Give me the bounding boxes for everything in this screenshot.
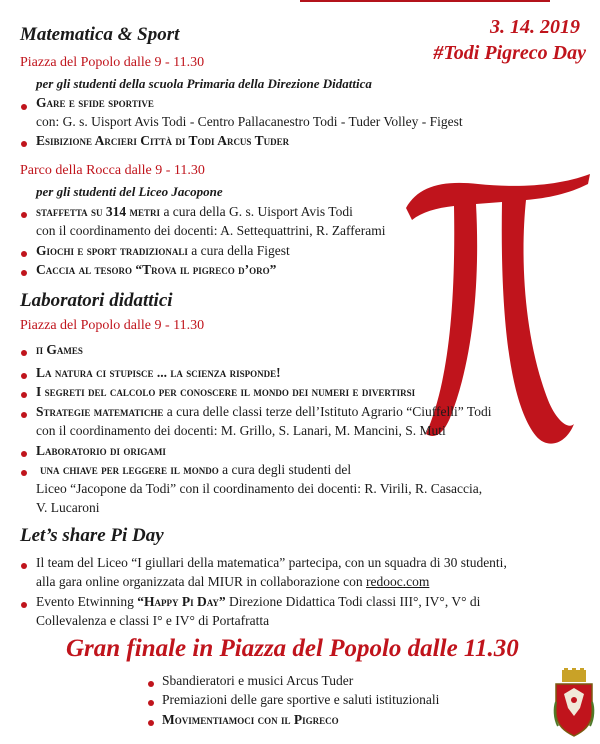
item-chiave: una chiave per leggere il mondo a cura degli studenti del (40, 462, 352, 477)
item-staffetta: staffetta su 314 metri a cura della G. s. Uisport Avis Todi (36, 204, 353, 219)
bullet-icon (148, 720, 154, 726)
event-date: 3. 14. 2019 (490, 16, 580, 38)
audience-primaria: per gli studenti della scuola Primaria della Direzione Didattica (36, 76, 372, 91)
finale-item-movimentiamoci: Movimentiamoci con il Pigreco (162, 712, 339, 727)
section-title-labs: Laboratori didattici (20, 290, 173, 311)
item-gare-sfide: Gare e sfide sportive (36, 95, 154, 110)
section-title-share: Let’s share Pi Day (20, 525, 164, 546)
item-natura: La natura ci stupisce ... la scienza risponde! (36, 365, 281, 380)
bullet-icon (21, 350, 27, 356)
item-gare-sfide-detail: con: G. s. Uisport Avis Todi - Centro Pallacanestro Todi - Tuder Volley - Figest (36, 114, 463, 129)
item-giochi: Giochi e sport tradizionali a cura della Figest (36, 243, 290, 258)
location-piazza-popolo: Piazza del Popolo dalle 9 - 11.30 (20, 55, 205, 70)
finale-item-sbandieratori: Sbandieratori e musici Arcus Tuder (162, 673, 354, 688)
bullet-icon (21, 451, 27, 457)
item-chiave-detail-2: V. Lucaroni (36, 500, 100, 515)
redooc-link[interactable]: redooc.com (366, 574, 430, 589)
todi-crest-icon (552, 668, 596, 740)
finale-title: Gran finale in Piazza del Popolo dalle 11.30 (66, 635, 519, 662)
bullet-icon (148, 681, 154, 687)
finale-item-premiazioni: Premiazioni delle gare sportive e saluti istituzionali (162, 692, 440, 707)
item-segreti-calcolo: I segreti del calcolo per conoscere il mondo dei numeri e divertirsi (36, 384, 416, 399)
bullet-icon (21, 251, 27, 257)
item-giullari: Il team del Liceo “I giullari della matematica” partecipa, con un squadra di 30 studenti, (36, 555, 507, 570)
bullet-icon (21, 212, 27, 218)
item-etwinning: Evento Etwinning “Happy Pi Day” Direzione Didattica Todi classi III°, IV°, V° di (36, 594, 481, 609)
item-origami: Laboratorio di origami (36, 443, 166, 458)
item-etwinning-line2: Collevalenza e classi I° e IV° di Portafratta (36, 613, 270, 628)
item-pi-games: π Games (36, 342, 83, 357)
bullet-icon (21, 412, 27, 418)
item-chiave-detail: Liceo “Jacopone da Todi” con il coordinamento dei docenti: R. Virili, R. Casaccia, (36, 481, 483, 496)
audience-liceo: per gli studenti del Liceo Jacopone (36, 184, 223, 199)
item-caccia-tesoro: Caccia al tesoro “Trova il pigreco d’oro” (36, 262, 277, 277)
item-strategie-detail: con il coordinamento dei docenti: M. Grillo, S. Lanari, M. Mancini, S. Muti (36, 423, 446, 438)
item-strategie: Strategie matematiche a cura delle classi terze dell’Istituto Agrario “Ciuffelli” Todi (36, 404, 492, 419)
item-giullari-line2: alla gara online organizzata dal MIUR in collaborazione con redooc.com (36, 574, 430, 589)
event-hashtag: #Todi Pigreco Day (433, 42, 586, 64)
bullet-icon (21, 141, 27, 147)
section-title-math-sport: Matematica & Sport (20, 24, 180, 45)
item-arcieri: Esibizione Arcieri Città di Todi Arcus Tuder (36, 133, 290, 148)
bullet-icon (21, 373, 27, 379)
location-labs: Piazza del Popolo dalle 9 - 11.30 (20, 318, 205, 333)
bullet-icon (21, 104, 27, 110)
bullet-icon (21, 270, 27, 276)
location-parco-rocca: Parco della Rocca dalle 9 - 11.30 (20, 163, 205, 178)
bullet-icon (21, 563, 27, 569)
top-border (0, 0, 600, 6)
bullet-icon (21, 602, 27, 608)
item-staffetta-detail: con il coordinamento dei docenti: A. Settequattrini, R. Zafferami (36, 223, 386, 238)
bullet-icon (21, 470, 27, 476)
bullet-icon (148, 700, 154, 706)
bullet-icon (21, 392, 27, 398)
